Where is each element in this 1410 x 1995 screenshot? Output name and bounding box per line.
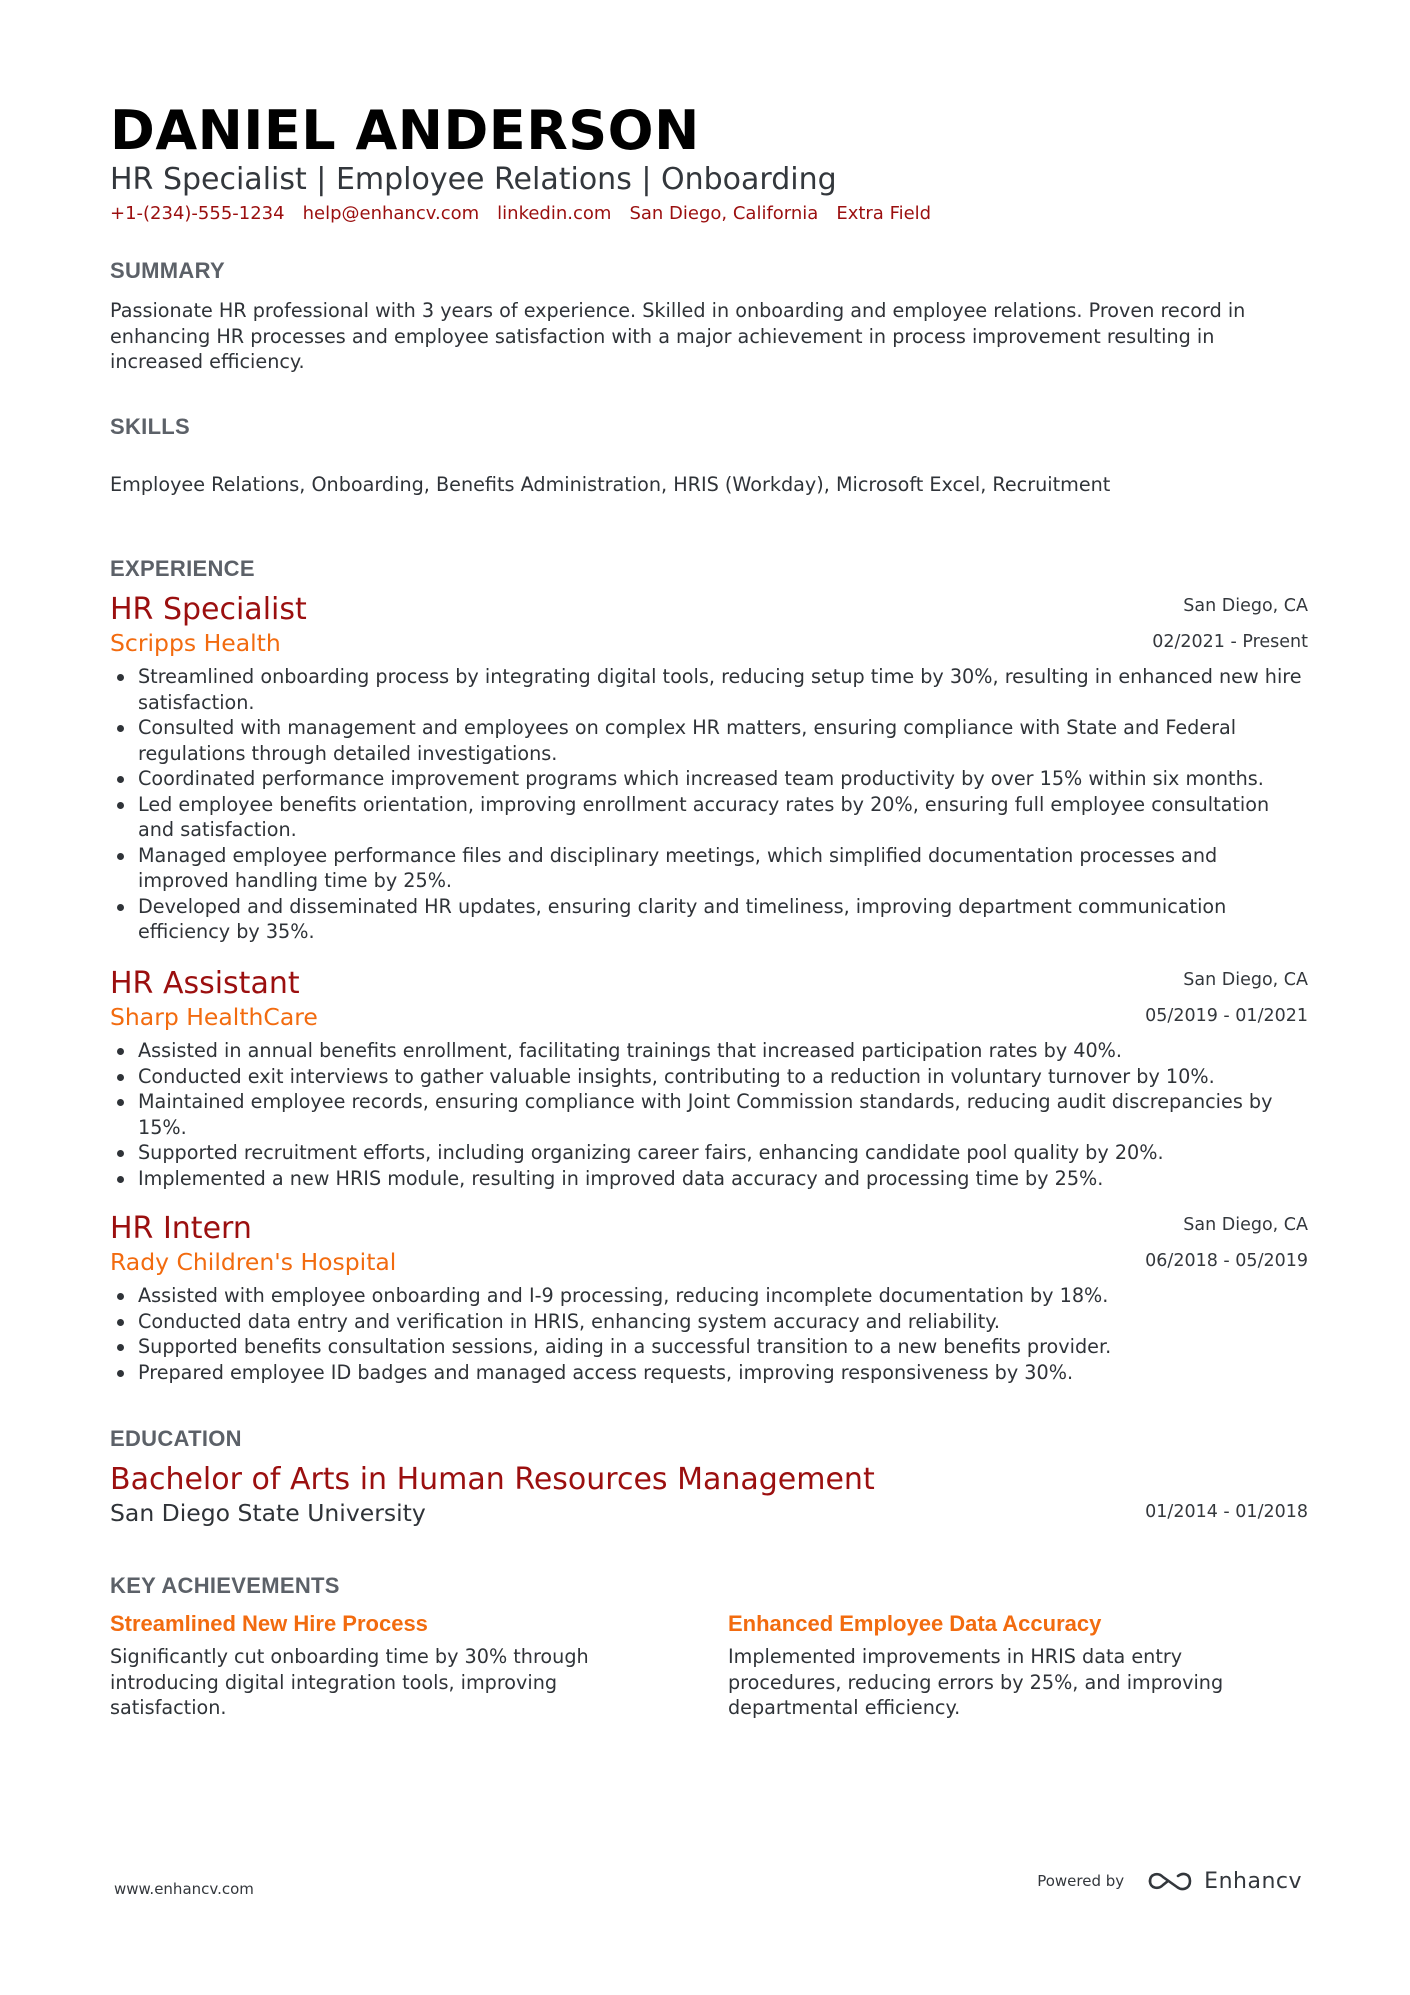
candidate-tagline: HR Specialist | Employee Relations | Onboarding: [110, 162, 837, 197]
contact-list: [110, 202, 931, 226]
list-item: Assisted with employee onboarding and I-9 processing, reducing incomplete documentation by 18%.: [110, 1283, 1308, 1309]
achievements-heading: KEY ACHIEVEMENTS: [110, 1573, 340, 1598]
skills-heading: SKILLS: [110, 414, 191, 439]
job-company: Scripps Health: [110, 629, 281, 657]
achievement-desc: Implemented improvements in HRIS data entry procedures, reducing errors by 25%, and improving departmental efficiency.: [728, 1645, 1224, 1719]
achievement-item: [728, 1610, 1268, 1721]
job-title: HR Intern: [110, 1211, 252, 1246]
job-bullets: [110, 1283, 1308, 1385]
footer-branding: [1037, 1868, 1302, 1894]
job-entry-rady: [110, 1211, 1308, 1385]
education-heading: EDUCATION: [110, 1426, 242, 1451]
enhancv-logo-icon: [1146, 1868, 1194, 1894]
footer-website[interactable]: www.enhancv.com: [114, 1880, 254, 1898]
job-dates: 06/2018 - 05/2019: [1145, 1251, 1308, 1271]
job-company: Sharp HealthCare: [110, 1003, 318, 1031]
job-dates: 05/2019 - 01/2021: [1145, 1006, 1308, 1026]
achievement-desc: Significantly cut onboarding time by 30% through introducing digital integration tools, improving satisfaction.: [110, 1645, 589, 1719]
job-company: Rady Children's Hospital: [110, 1248, 397, 1276]
list-item: Maintained employee records, ensuring compliance with Joint Commission standards, reducing audit discrepancies by 15%.: [110, 1089, 1308, 1140]
contact-phone[interactable]: +1-(234)-555-1234: [110, 203, 285, 224]
contact-location: San Diego, California: [629, 203, 819, 224]
candidate-name: DANIEL ANDERSON: [110, 99, 700, 162]
job-title: HR Specialist: [110, 592, 307, 627]
education-degree: Bachelor of Arts in Human Resources Management: [110, 1462, 875, 1497]
job-title: HR Assistant: [110, 966, 300, 1001]
list-item: Prepared employee ID badges and managed access requests, improving responsiveness by 30%.: [110, 1360, 1308, 1386]
list-item: Coordinated performance improvement programs which increased team productivity by over 15% within six months.: [110, 766, 1308, 792]
contact-extra-field: Extra Field: [836, 203, 932, 224]
list-item: Supported benefits consultation sessions, aiding in a successful transition to a new benefits provider.: [110, 1334, 1308, 1360]
list-item: Supported recruitment efforts, including organizing career fairs, enhancing candidate pool quality by 20%.: [110, 1140, 1308, 1166]
contact-linkedin[interactable]: linkedin.com: [497, 203, 612, 224]
job-location: San Diego, CA: [1183, 970, 1308, 990]
list-item: Conducted data entry and verification in HRIS, enhancing system accuracy and reliability.: [110, 1309, 1308, 1335]
brand-logo[interactable]: [1146, 1868, 1302, 1894]
job-bullets: [110, 1038, 1308, 1191]
education-entry: [110, 1462, 1308, 1528]
list-item: Developed and disseminated HR updates, ensuring clarity and timeliness, improving department communication efficiency by 35%.: [110, 894, 1308, 945]
list-item: Managed employee performance files and disciplinary meetings, which simplified documentation processes and improved handling time by 25%.: [110, 843, 1308, 894]
experience-heading: EXPERIENCE: [110, 556, 255, 581]
job-location: San Diego, CA: [1183, 1215, 1308, 1235]
list-item: Assisted in annual benefits enrollment, facilitating trainings that increased participation rates by 40%.: [110, 1038, 1308, 1064]
brand-name: Enhancv: [1204, 1868, 1302, 1894]
achievement-title: Streamlined New Hire Process: [110, 1611, 428, 1636]
achievement-title: Enhanced Employee Data Accuracy: [728, 1611, 1102, 1636]
list-item: Consulted with management and employees on complex HR matters, ensuring compliance with State and Federal regulations through detailed investigations.: [110, 715, 1308, 766]
list-item: Implemented a new HRIS module, resulting in improved data accuracy and processing time by 25%.: [110, 1166, 1308, 1192]
job-entry-sharp: [110, 966, 1308, 1191]
education-school: San Diego State University: [110, 1499, 426, 1527]
summary-text: Passionate HR professional with 3 years of experience. Skilled in onboarding and employee relations. Proven record in enhancing HR processes and employee satisfaction with a major achievement in process improvement resulting in increased efficiency.: [110, 299, 1246, 373]
achievement-item: [110, 1610, 650, 1721]
summary-heading: SUMMARY: [110, 258, 225, 283]
skills-text: Employee Relations, Onboarding, Benefits Administration, HRIS (Workday), Microsoft Excel, Recruitment: [110, 473, 1111, 496]
job-dates: 02/2021 - Present: [1152, 632, 1308, 652]
list-item: Conducted exit interviews to gather valuable insights, contributing to a reduction in voluntary turnover by 10%.: [110, 1064, 1308, 1090]
job-entry-scripps: [110, 592, 1308, 945]
job-bullets: [110, 664, 1308, 945]
powered-by-label: Powered by: [1037, 1872, 1125, 1890]
list-item: Led employee benefits orientation, improving enrollment accuracy rates by 20%, ensuring full employee consultation and satisfaction.: [110, 792, 1308, 843]
contact-email[interactable]: help@enhancv.com: [302, 203, 480, 224]
list-item: Streamlined onboarding process by integrating digital tools, reducing setup time by 30%, resulting in enhanced new hire satisfaction.: [110, 664, 1308, 715]
education-dates: 01/2014 - 01/2018: [1145, 1502, 1308, 1522]
job-location: San Diego, CA: [1183, 596, 1308, 616]
